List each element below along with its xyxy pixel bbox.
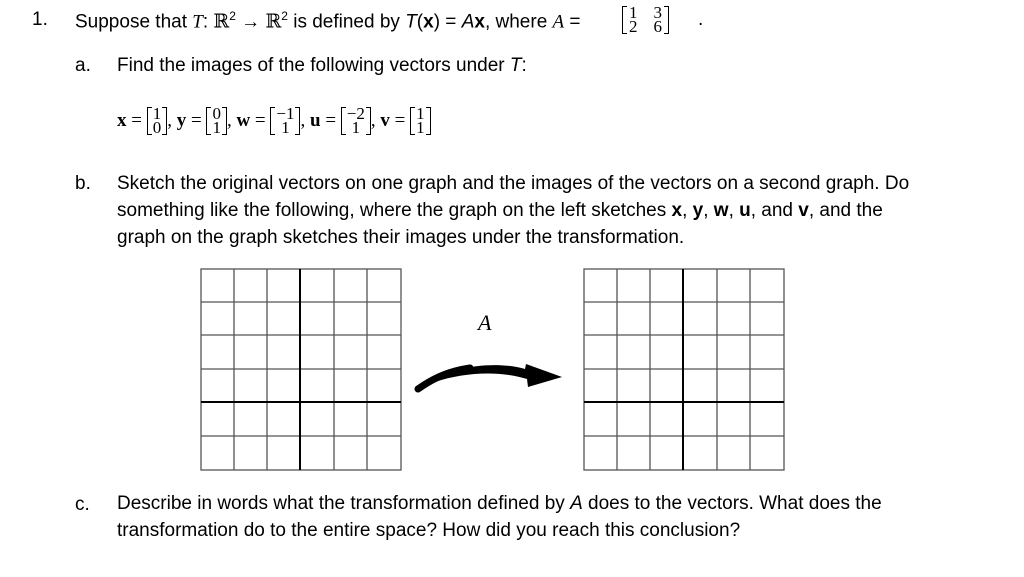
vector-v-1: 1 <box>416 104 425 123</box>
part-b-c3: , <box>728 200 740 221</box>
vector-w-2: 1 <box>281 118 290 137</box>
part-c-line1-post: does to the vectors. What does the <box>582 493 882 514</box>
vector-v <box>380 104 430 137</box>
x-bold: x <box>423 11 434 33</box>
exponent: 2 <box>229 9 236 23</box>
matrix-A-21: 2 <box>629 17 638 36</box>
part-a-prefix: Find the images of the following vectors under <box>117 55 510 76</box>
real-R-symbol-2: ℝ <box>265 10 282 33</box>
part-b-label: b. <box>75 173 91 194</box>
part-b-v: v <box>798 200 809 221</box>
matrix-A-11: 1 <box>629 3 638 22</box>
intro-prefix: Suppose that <box>75 11 193 33</box>
eq-y: = <box>190 110 202 131</box>
Tx-symbol: T <box>405 11 417 33</box>
part-c-text <box>117 490 997 544</box>
left-graph <box>200 268 402 471</box>
part-b-and: , and <box>750 200 799 221</box>
part-b-c2: , <box>703 200 714 221</box>
eq-w: = <box>254 110 266 131</box>
arrow-symbol: → <box>241 11 261 33</box>
part-a-colon: : <box>521 55 527 76</box>
equals-2: = <box>564 11 581 33</box>
part-c-line2: transformation do to the entire space? How did you reach this conclusion? <box>117 520 741 541</box>
intro-mid: is defined by <box>287 11 406 33</box>
eq-x: = <box>131 110 142 131</box>
eq-v: = <box>394 110 406 131</box>
part-c-line1-pre: Describe in words what the transformation defined by <box>117 493 571 514</box>
part-c-A: A <box>570 493 583 514</box>
vector-y-1: 0 <box>212 104 221 123</box>
vector-w-name: w <box>236 110 251 131</box>
part-b-w: w <box>713 200 729 221</box>
part-b-line1: Sketch the original vectors on one graph and the images of the vectors on a second graph. Do <box>117 173 910 194</box>
A-symbol-2: A <box>552 11 565 33</box>
matrix-A-12: 3 <box>653 3 662 22</box>
vector-w <box>236 104 306 137</box>
comma-x: , <box>167 110 172 131</box>
A-symbol: A <box>461 11 475 33</box>
comma-w: , <box>300 110 306 131</box>
vector-u-name: u <box>309 110 321 131</box>
exponent-2: 2 <box>281 9 288 23</box>
colon: : <box>202 11 209 33</box>
lparen: ( <box>416 11 424 33</box>
vector-y <box>176 104 232 137</box>
comma-y: , <box>226 110 232 131</box>
eq-u: = <box>325 110 337 131</box>
matrix-A-22: 6 <box>653 17 662 36</box>
right-graph <box>583 268 785 471</box>
part-b-y: y <box>692 200 704 221</box>
problem-statement <box>75 9 581 33</box>
x-bold-2: x <box>474 11 485 33</box>
vector-w-1: −1 <box>276 104 295 123</box>
comma-u: , <box>370 110 376 131</box>
vector-y-name: y <box>176 110 187 131</box>
transform-arrow-icon <box>410 355 570 395</box>
vector-x-1: 1 <box>152 104 162 123</box>
part-a-text <box>117 55 527 77</box>
part-b-text <box>117 170 997 251</box>
period: . <box>698 9 704 30</box>
vector-x-name: x <box>117 110 127 131</box>
equals: = <box>440 11 462 33</box>
vector-u-2: 1 <box>351 118 361 137</box>
part-b-line3: graph on the graph sketches their images under the transformation. <box>117 227 685 248</box>
matrix-A <box>622 2 669 34</box>
where-text: , where <box>484 11 553 33</box>
vector-u-1: −2 <box>346 104 365 123</box>
vector-list <box>117 104 431 137</box>
real-R-symbol: ℝ <box>213 10 230 33</box>
part-c-line1 <box>117 490 997 517</box>
vector-y-2: 1 <box>212 118 221 137</box>
part-a-T: T <box>509 55 522 76</box>
part-b-line2-pre: something like the following, where the graph on the left sketches <box>117 200 672 221</box>
arrow-label-A: A <box>478 310 492 335</box>
part-a-label: a. <box>75 55 91 76</box>
rparen: ) <box>433 11 441 33</box>
vector-v-2: 1 <box>416 118 425 137</box>
problem-number: 1. <box>32 9 48 30</box>
part-b-x: x <box>671 200 683 221</box>
part-c-label: c. <box>75 494 90 515</box>
part-b-u: u <box>739 200 751 221</box>
part-b-line2-post: , and the <box>808 200 883 221</box>
vector-v-name: v <box>380 110 390 131</box>
part-b-line2 <box>117 197 997 224</box>
vector-x-2: 0 <box>152 118 162 137</box>
part-b-c1: , <box>682 200 693 221</box>
T-symbol: T <box>192 11 203 33</box>
vector-x <box>117 104 172 137</box>
vector-u <box>309 104 376 137</box>
